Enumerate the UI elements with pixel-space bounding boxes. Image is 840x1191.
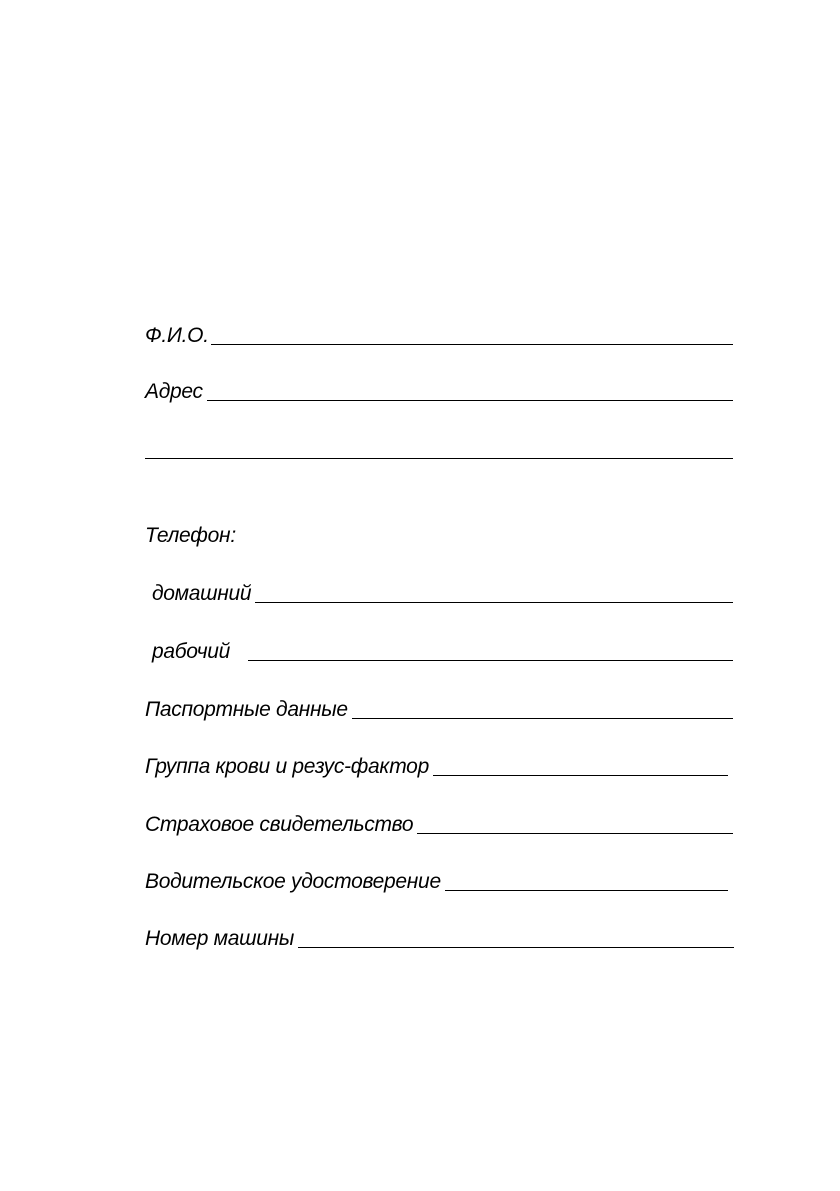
passport-line[interactable] bbox=[352, 718, 733, 719]
address-label: Адрес bbox=[145, 380, 203, 403]
license-label: Водительское удостоверение bbox=[145, 870, 441, 893]
car-row bbox=[145, 921, 734, 951]
blood-label: Группа крови и резус-фактор bbox=[145, 755, 429, 778]
license-line[interactable] bbox=[445, 890, 728, 891]
work-phone-line[interactable] bbox=[248, 660, 733, 661]
phone-heading-row bbox=[145, 518, 733, 548]
passport-label: Паспортные данные bbox=[145, 698, 348, 721]
car-line[interactable] bbox=[298, 947, 734, 948]
fio-row bbox=[145, 318, 733, 348]
home-phone-label: домашний bbox=[152, 582, 252, 605]
home-phone-line[interactable] bbox=[255, 602, 733, 603]
phone-label: Телефон: bbox=[145, 524, 236, 547]
address-line[interactable] bbox=[207, 400, 733, 401]
insurance-label: Страховое свидетельство bbox=[145, 813, 414, 836]
work-phone-label: рабочий bbox=[152, 640, 231, 663]
address-line-2[interactable] bbox=[145, 458, 733, 459]
blood-row bbox=[145, 749, 728, 779]
fio-label: Ф.И.О. bbox=[145, 324, 209, 347]
car-label: Номер машины bbox=[145, 927, 295, 950]
blood-line[interactable] bbox=[433, 775, 728, 776]
insurance-row bbox=[145, 807, 733, 837]
insurance-line[interactable] bbox=[417, 833, 733, 834]
address-continuation-row bbox=[145, 432, 733, 462]
license-row bbox=[145, 864, 728, 894]
address-row bbox=[145, 374, 733, 404]
home-phone-row bbox=[152, 576, 733, 606]
work-phone-row bbox=[152, 634, 733, 664]
fio-line[interactable] bbox=[211, 344, 733, 345]
passport-row bbox=[145, 692, 733, 722]
